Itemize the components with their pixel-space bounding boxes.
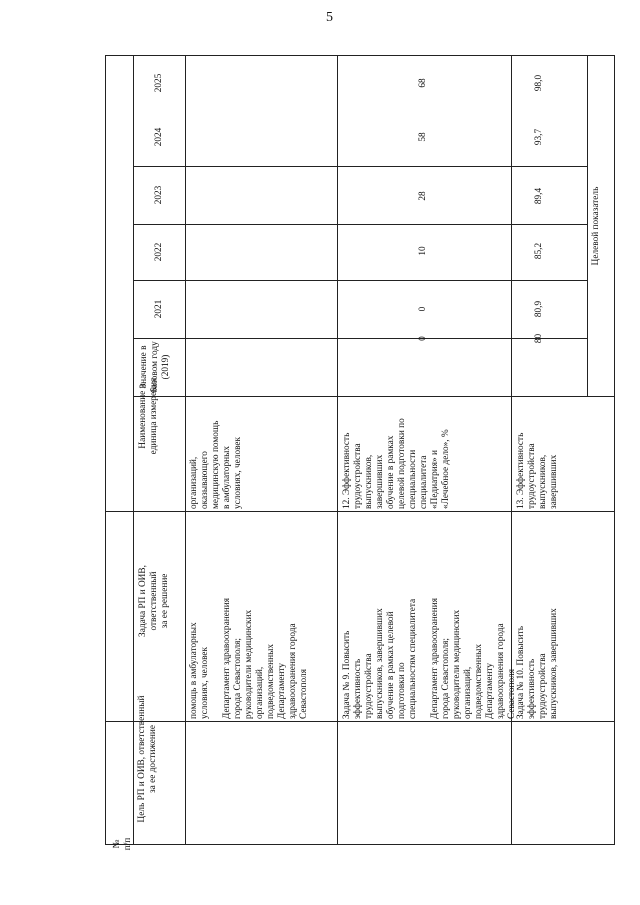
targets-table: № п/п Цель РП и ОИВ, ответственный за ее достижение Задача РП и ОИВ, ответственный за ее решение Наименование и единица измерения Целевой показатель Значение в базовом году (2019) 2021 2022 2023 2024 2025 помощь в амбулаторных условиях, человек Департамент здравоохранения города Севастополя; руководители медицинских организаций, подведомственных Департаменту здравоохранения города Севастополя организаций, оказывающего медицинскую помощь в амбулаторных условиях, человек Задача № 9. Повысить эффективность трудоустройства выпускников, завершивших обучение в рамках целевой подготовки по специальностям специалитета Департамент здравоохранения города Севастополя; руководители медицинских организаций, подведомственных Департаменту здравоохранения города Севастополя 12. Эффективность трудоустройства выпускников, завершивших обучение в рамках целевой подготовки по специальности специалитета «Педиатрия» и «Лечебное дело», % 0 0 10 28 58 68 Задача № 10. Повысить эффективность трудоустройства выпускников, завершивших 13. Эффективность трудоустройства выпускников, завершивших 80 80,9 85,2 89,4 93,7 98,0 (105, 55, 615, 845)
page-number: 5 (326, 10, 333, 25)
